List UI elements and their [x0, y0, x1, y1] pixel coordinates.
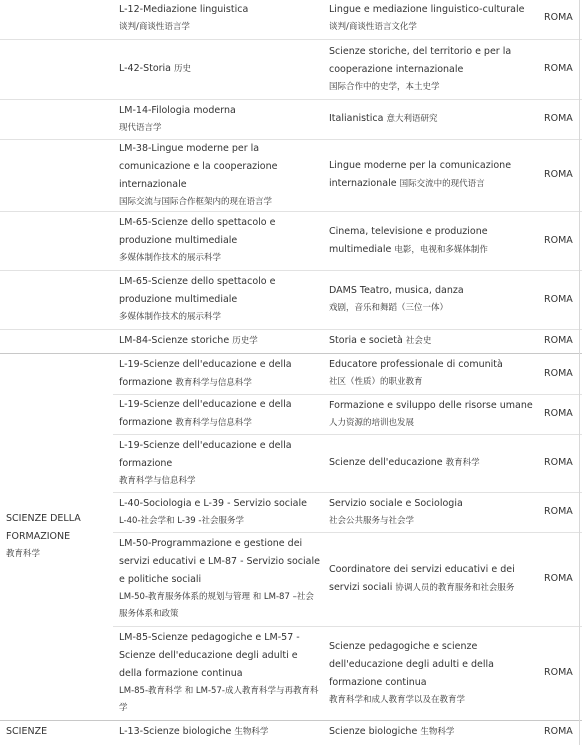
faculty-name: SCIENZE: [6, 726, 48, 738]
table-row: [0, 353, 582, 394]
title-cell: [324, 626, 536, 720]
faculty-cell: [0, 0, 113, 39]
faculty-name: SCIENZE DELLA FORMAZIONE: [6, 513, 81, 542]
course-name-zh: 多媒体制作技术的展示科学: [119, 312, 222, 322]
title-name: Storia e società: [329, 335, 403, 346]
course-cell: [113, 329, 324, 353]
table-row: [0, 39, 582, 99]
course-name: L-42-Storia: [119, 63, 172, 74]
city-cell: [536, 39, 582, 99]
course-name-zh: 历史学: [232, 336, 258, 346]
city-label: ROMA: [544, 169, 573, 180]
faculty-cell: [0, 39, 113, 99]
title-name-zh: 意大利语研究: [386, 114, 438, 124]
course-name: L-19-Scienze dell'educazione e della formazione: [119, 399, 292, 428]
title-cell: [324, 532, 536, 626]
title-cell: [324, 329, 536, 353]
title-name: Scienze dell'educazione: [329, 457, 443, 468]
table-row: [0, 99, 582, 139]
course-cell: [113, 39, 324, 99]
faculty-cell: [0, 211, 113, 270]
title-name-zh: 协调人员的教育服务和社会服务: [395, 583, 515, 593]
title-name: Lingue moderne per la comunicazione internazionale: [329, 160, 512, 189]
course-cell: [113, 434, 324, 492]
title-name-zh: 电影，电视和多媒体制作: [394, 244, 488, 255]
faculty-cell: [0, 329, 113, 353]
course-name: L-19-Scienze dell'educazione e della formazione: [119, 358, 292, 388]
title-cell: [324, 394, 536, 434]
title-name: Scienze storiche, del territorio e per la cooperazione internazionale: [329, 45, 512, 75]
course-cell: [113, 353, 324, 394]
course-name-zh: 现代语言学: [119, 122, 162, 133]
city-label: ROMA: [544, 457, 573, 468]
course-cell: [113, 99, 324, 139]
city-cell: [536, 211, 582, 270]
table-row: [0, 139, 582, 211]
table-row: [0, 270, 582, 329]
course-name-zh: 谈判/商谈性语言学: [119, 21, 190, 32]
faculty-name-zh: 教育科学: [6, 549, 41, 559]
city-label: ROMA: [544, 667, 573, 678]
city-cell: [536, 720, 582, 744]
title-name-zh: 生物科学: [420, 727, 455, 738]
course-name-zh: L-40-社会学和 L-39 -社会服务学: [119, 515, 244, 526]
title-cell: [324, 720, 536, 744]
course-name-zh: 国际交流与国际合作框架内的现在语言学: [119, 196, 273, 207]
course-cell: [113, 270, 324, 329]
title-cell: [324, 99, 536, 139]
table-right-border: [579, 0, 580, 745]
course-cell: [113, 532, 324, 626]
course-name: L-12-Mediazione linguistica: [119, 3, 249, 15]
title-name-zh: 国际交流中的现代语言: [399, 179, 485, 189]
faculty-cell: [0, 353, 113, 720]
title-cell: [324, 211, 536, 270]
course-cell: [113, 720, 324, 744]
faculty-cell: [0, 270, 113, 329]
title-cell: [324, 39, 536, 99]
course-name: LM-14-Filologia moderna: [119, 104, 236, 116]
course-cell: [113, 394, 324, 434]
title-name: Formazione e sviluppo delle risorse umane: [329, 399, 533, 411]
title-name: Coordinatore dei servizi educativi e dei servizi sociali: [329, 564, 515, 593]
city-label: ROMA: [544, 335, 573, 346]
city-cell: [536, 99, 582, 139]
course-name-zh: LM-85-教育科学 和 LM-57-成人教育科学与再教育科学: [119, 686, 319, 713]
course-cell: [113, 492, 324, 532]
city-label: ROMA: [544, 12, 573, 24]
title-name: Scienze pedagogiche e scienze dell'educazione degli adulti e della formazione continua: [329, 640, 494, 688]
course-name-zh: 历史: [174, 64, 192, 74]
city-label: ROMA: [544, 113, 573, 124]
course-name: LM-65-Scienze dello spettacolo e produzione multimediale: [119, 276, 276, 305]
city-label: ROMA: [544, 573, 573, 584]
course-name: LM-50-Programmazione e gestione dei servizi educativi e LM-87 - Servizio sociale e politiche sociali: [119, 538, 320, 585]
course-name-zh: LM-50-教育服务体系的规划与管理 和 LM-87 –社会服务体系和政策: [119, 592, 314, 619]
course-name: LM-84-Scienze storiche: [119, 335, 230, 346]
city-cell: [536, 492, 582, 532]
table-row: [0, 329, 582, 353]
title-name-zh: 社区（性质）的职业教育: [329, 377, 423, 387]
title-name: Italianistica: [329, 113, 384, 124]
title-cell: [324, 492, 536, 532]
city-label: ROMA: [544, 293, 573, 305]
city-label: ROMA: [544, 506, 573, 517]
city-cell: [536, 353, 582, 394]
title-cell: [324, 353, 536, 394]
course-cell: [113, 626, 324, 720]
course-name: L-40-Sociologia e L-39 - Servizio sociale: [119, 497, 307, 509]
course-cell: [113, 211, 324, 270]
title-name-zh: 社会公共服务与社会学: [329, 515, 415, 526]
city-cell: [536, 270, 582, 329]
city-cell: [536, 0, 582, 39]
city-cell: [536, 394, 582, 434]
city-label: ROMA: [544, 63, 573, 74]
course-name-zh: 教育科学与信息科学: [119, 475, 196, 486]
city-cell: [536, 139, 582, 211]
city-cell: [536, 626, 582, 720]
title-cell: [324, 270, 536, 329]
city-label: ROMA: [544, 726, 573, 738]
city-cell: [536, 329, 582, 353]
course-name: L-19-Scienze dell'educazione e della formazione: [119, 439, 292, 469]
city-cell: [536, 532, 582, 626]
title-name-zh: 教育科学: [445, 458, 480, 468]
city-label: ROMA: [544, 367, 573, 379]
title-cell: [324, 434, 536, 492]
course-name: LM-85-Scienze pedagogiche e LM-57 - Scienze dell'educazione degli adulti e della formazione continua: [119, 632, 300, 679]
table-row: [0, 0, 582, 39]
faculty-cell: [0, 139, 113, 211]
title-cell: [324, 0, 536, 39]
title-name: DAMS Teatro, musica, danza: [329, 285, 464, 296]
faculty-cell: [0, 99, 113, 139]
city-label: ROMA: [544, 408, 573, 419]
title-name-zh: 戏剧，音乐和舞蹈（三位一体）: [329, 303, 449, 313]
title-name: Servizio sociale e Sociologia: [329, 497, 463, 509]
title-name-zh: 国际合作中的史学，本土史学: [329, 81, 440, 92]
table-row: [0, 720, 582, 744]
title-name-zh: 谈判/商谈性语言文化学: [329, 21, 417, 32]
course-name: LM-38-Lingue moderne per la comunicazione e la cooperazione internazionale: [119, 142, 278, 190]
course-name-zh: 教育科学与信息科学: [175, 377, 252, 388]
course-cell: [113, 139, 324, 211]
city-label: ROMA: [544, 234, 573, 246]
course-name-zh: 多媒体制作技术的展示科学: [119, 253, 222, 263]
title-name-zh: 社会史: [405, 336, 432, 346]
faculty-cell: [0, 720, 113, 744]
title-name: Cinema, televisione e produzione multimediale: [329, 225, 488, 255]
course-name-zh: 生物科学: [234, 727, 269, 738]
city-cell: [536, 434, 582, 492]
course-name-zh: 教育科学与信息科学: [175, 418, 252, 428]
table-row: [0, 211, 582, 270]
title-cell: [324, 139, 536, 211]
course-name: L-13-Scienze biologiche: [119, 726, 232, 738]
title-name: Lingue e mediazione linguistico-culturale: [329, 3, 525, 15]
title-name-zh: 人力资源的培训也发展: [329, 417, 415, 428]
title-name: Scienze biologiche: [329, 726, 418, 738]
course-cell: [113, 0, 324, 39]
course-name: LM-65-Scienze dello spettacolo e produzione multimediale: [119, 217, 276, 246]
title-name: Educatore professionale di comunità: [329, 359, 503, 370]
title-name-zh: 教育科学和成人教育学以及在教育学: [329, 694, 466, 705]
